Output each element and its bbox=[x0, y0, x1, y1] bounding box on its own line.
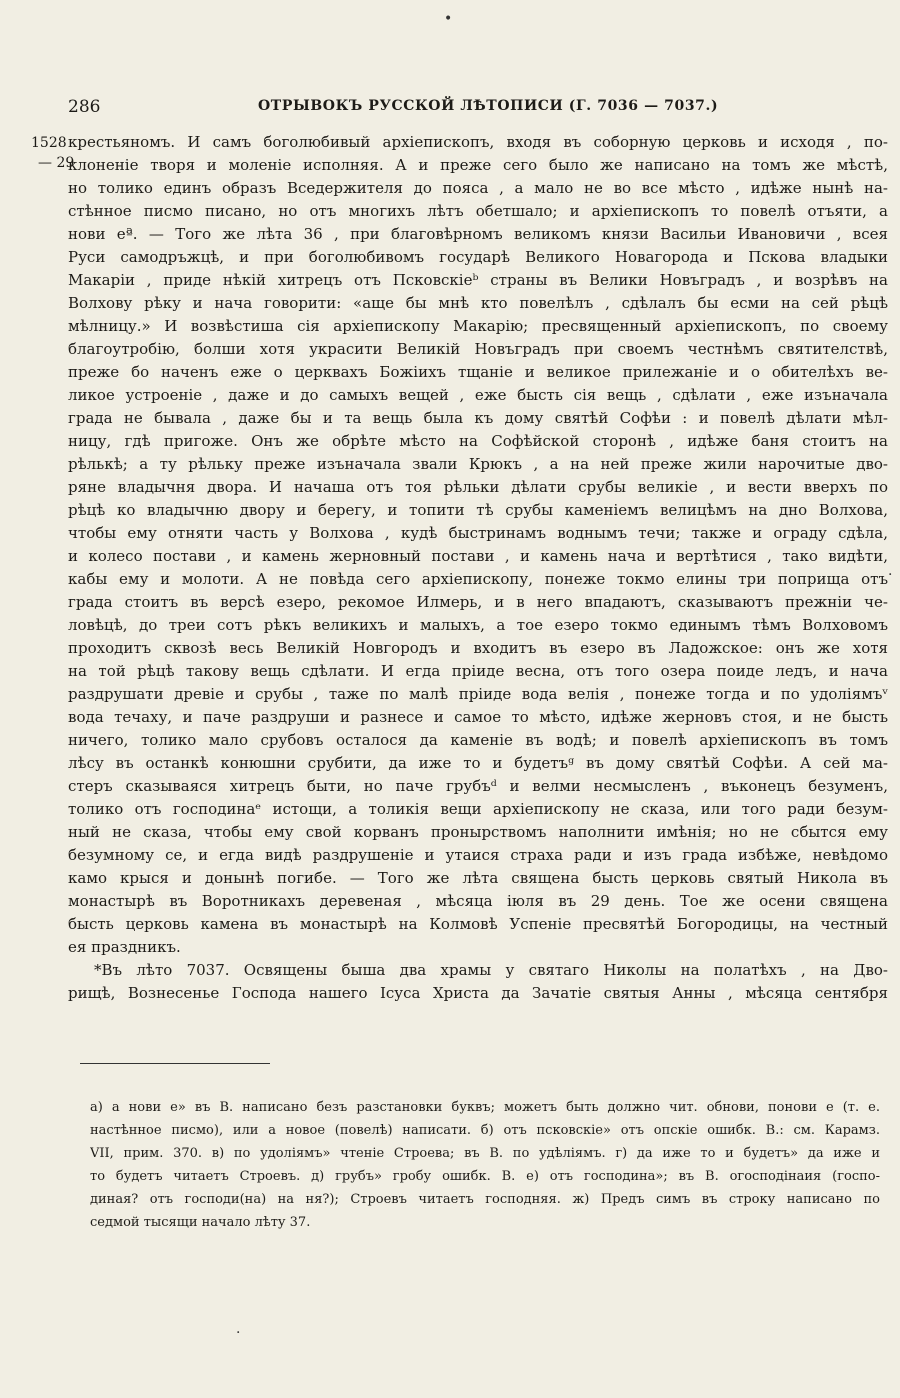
text-line: Волхову рѣку и нача говорити: «аще бы мнѣ кто повелѣлъ , сдѣлалъ бы есми на сей рѣцѣ bbox=[68, 294, 888, 312]
text-line: кабы ему и молоти. А не повѣда сего архіепископу, понеже токмо елины три поприща отъ bbox=[68, 570, 888, 588]
text-line: и колесо постави , и камень жерновный постави , и камень нача и вертѣтися , тако видѣти, bbox=[68, 547, 888, 565]
text-line: ловѣцѣ, до треи сотъ рѣкъ великихъ и малыхъ, а тое езеро токмо единымъ тѣмъ Волховомъ bbox=[68, 616, 888, 634]
text-line: благоутробію, болши хотя украсити Великій Новъградъ при своемъ честнѣмъ святителствѣ, bbox=[68, 340, 888, 358]
text-line: стеръ сказываяся хитрецъ быти, но паче грубъᵈ и велми несмысленъ , въконецъ безуменъ, bbox=[68, 777, 888, 795]
text-line: монастырѣ въ Воротникахъ деревеная , мѣсяца іюля въ 29 день. Тое же осени священа bbox=[68, 892, 888, 910]
text-line: безумному се, и егда видѣ раздрушеніе и утаися страха ради и изъ града избѣже, невѣдомо bbox=[68, 846, 888, 864]
footnote-line: настѣнное писмо), или а новое (повелѣ) написати. б) отъ псковскіе» отъ опскіе ошибк. В.: см. Карамз. bbox=[90, 1123, 880, 1138]
margin-year-29: — 29 bbox=[38, 155, 75, 171]
text-line: лѣсу въ останкѣ конюшни срубити, да иже то и будетъᵍ въ дому святѣй Софѣи. А сей ма- bbox=[68, 754, 888, 772]
text-line: раздрушати древіе и срубы , таже по малѣ пріиде вода велія , понеже тогда и по удоліямъᵛ bbox=[68, 685, 888, 703]
text-line: бысть церковь камена въ монастырѣ на Колмовѣ Успеніе пресвятѣй Богородицы, на честный bbox=[68, 915, 888, 933]
margin-year-1528: 1528 bbox=[31, 135, 67, 151]
footnote-line: а) а нови е» въ В. написано безъ разстановки буквъ; можетъ быть должно чит. обнови, понови е (т. е. bbox=[90, 1100, 880, 1115]
text-line: толико отъ господинаᵉ истощи, а толикія вещи архіепископу не сказа, или того ради безум- bbox=[68, 800, 888, 818]
footnote-line: седмой тысящи начало лѣту 37. bbox=[90, 1215, 311, 1230]
page-header bbox=[68, 97, 860, 121]
main-text bbox=[68, 131, 888, 1005]
page-speck-right: · bbox=[888, 567, 893, 583]
running-title: ОТРЫВОКЪ РУССКОЙ ЛѢТОПИСИ (Г. 7036 — 7037.) bbox=[258, 98, 719, 114]
text-line: на той рѣцѣ такову вещь сдѣлати. И егда пріиде весна, отъ того озера поиде ледъ, и нача bbox=[68, 662, 888, 680]
page-speck-top: • bbox=[444, 11, 453, 27]
text-line: ликое устроеніе , даже и до самыхъ вещей , еже бысть сія вещь , сдѣлати , еже изъначала bbox=[68, 386, 888, 404]
text-line: града стоитъ въ версѣ езеро, рекомое Илмерь, и в него впадаютъ, сказываютъ прежніи че- bbox=[68, 593, 888, 611]
text-line: Руси самодръжцѣ, и при боголюбивомъ государѣ Великого Новагорода и Пскова владыки bbox=[68, 248, 888, 266]
footnote-line: то будетъ читаетъ Строевъ. д) грубъ» гробу ошибк. В. е) отъ господина»; въ В. огосподінаия (госпо- bbox=[90, 1169, 880, 1184]
text-line: вода течаху, и паче раздруши и разнесе и самое то мѣсто, идѣже жерновъ стоя, и не бысть bbox=[68, 708, 888, 726]
text-line: нови еª. — Того же лѣта 36 , при благовѣрномъ великомъ князи Васильи Ивановичи , всея bbox=[68, 225, 888, 243]
text-line: чтобы ему отняти часть у Волхова , кудѣ быстринамъ воднымъ течи; также и ограду сдѣла, bbox=[68, 524, 888, 542]
text-line: ея праздникъ. bbox=[68, 938, 181, 956]
text-line: рищѣ, Вознесенье Господа нашего Ісуса Христа да Зачатіе святыя Анны , мѣсяца сентября bbox=[68, 984, 888, 1002]
page-number: 286 bbox=[68, 97, 101, 117]
text-line: ницу, гдѣ пригоже. Онъ же обрѣте мѣсто на Софѣйской сторонѣ , идѣже баня стоитъ на bbox=[68, 432, 888, 450]
text-line: *Въ лѣто 7037. Освящены быша два храмы у святаго Николы на полатѣхъ , на Дво- bbox=[94, 961, 888, 979]
text-line: стѣнное писмо писано, но отъ многихъ лѣтъ обетшало; и архіепископъ то повелѣ отъяти, а bbox=[68, 202, 888, 220]
text-line: но толико единъ образъ Вседержителя до пояса , а мало не во все мѣсто , идѣже нынѣ на- bbox=[68, 179, 888, 197]
text-line: ничего, толико мало срубовъ осталося да каменіе въ водѣ; и повелѣ архіепископъ въ томъ bbox=[68, 731, 888, 749]
text-line: Макаріи , приде нѣкій хитрецъ отъ Псковскіеᵇ страны въ Велики Новъградъ , и возрѣвъ на bbox=[68, 271, 888, 289]
text-line: проходитъ сквозѣ весь Великій Новгородъ и входитъ въ езеро въ Ладожское: онъ же хотя bbox=[68, 639, 888, 657]
text-line: крестьяномъ. И самъ боголюбивый архіепископъ, входя въ соборную церковь и исходя , по- bbox=[68, 133, 888, 151]
text-line: ряне владычня двора. И начаша отъ тоя рѣльки дѣлати срубы великіе , и вести вверхъ по bbox=[68, 478, 888, 496]
footnote-line: диная? отъ господи(на) на ня?); Строевъ читаетъ господняя. ж) Предъ симъ въ строку написано по bbox=[90, 1192, 880, 1207]
text-line: града не бывала , даже бы и та вещь была къ дому святѣй Софѣи : и повелѣ дѣлати мѣл- bbox=[68, 409, 888, 427]
text-line: мѣлницу.» И возвѣстиша сія архіепископу Макарію; пресвященный архіепископъ, по своему bbox=[68, 317, 888, 335]
footnote-line: VII, прим. 370. в) по удоліямъ» чтеніе Строева; въ В. по удѣліямъ. г) да иже то и будетъ» да иже и bbox=[90, 1146, 880, 1161]
text-line: рѣлькѣ; а ту рѣльку преже изъначала звали Крюкъ , а на ней преже жили нарочитые дво- bbox=[68, 455, 888, 473]
footnote-divider bbox=[80, 1063, 270, 1064]
text-line: камо крыся и донынѣ погибе. — Того же лѣта священа бысть церковь святый Никола въ bbox=[68, 869, 888, 887]
text-line: преже бо наченъ еже о церквахъ Божіихъ тщаніе и великое прилежаніе и о обителѣхъ ве- bbox=[68, 363, 888, 381]
footnotes bbox=[90, 1096, 880, 1234]
text-line: рѣцѣ ко владычню двору и берегу, и топити тѣ срубы каменіемъ велицѣмъ на дно Волхова, bbox=[68, 501, 888, 519]
text-line: клоненіе творя и моленіе исполняя. А и преже сего было же написано на томъ же мѣстѣ, bbox=[68, 156, 888, 174]
page-speck-bottom: · bbox=[236, 1325, 241, 1341]
text-line: ный не сказа, чтобы ему свой корванъ пронырствомъ наполнити имѣнія; но не сбытся ему bbox=[68, 823, 888, 841]
